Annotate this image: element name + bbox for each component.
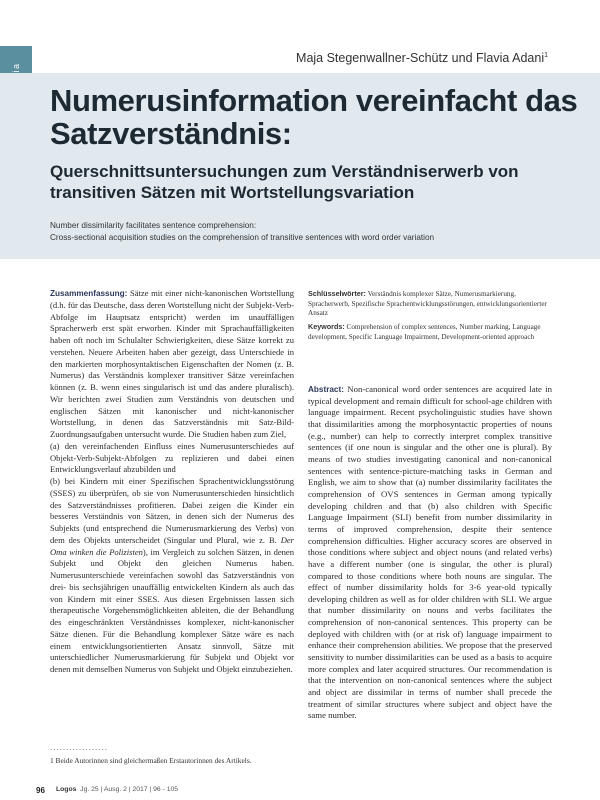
article-subtitle: Querschnittsuntersuchungen zum Verständniserwerb von transitiven Sätzen mit Wortstellungsvariation [50, 162, 519, 202]
footnote: 1 Beide Autorinnen sind gleichermaßen Erstautorinnen des Artikels. [50, 756, 252, 765]
zusammenfassung-text: Sätze mit einer nicht-kanonischen Wortstellung (d.h. für das Deutsche, dass deren Wortstellung nicht der Subjekt-Verb-Abfolge im Hauptsatz entspricht) werden im unauffälligen Spracherwerb erst spät erworben. Kinder mit Sprachauffälligkeiten haben oft noch im Schulalter Schwierigkeiten, diese Sätze korrekt zu verstehen. Neuere Arbeiten haben aber gezeigt, dass Unterschiede in den markierten morphosyntaktischen Eigenschaften der Nomen (z. B. Numerus) das Verständnis komplexer transitiver Sätze vereinfachen können (z. B. wenn eines singularisch ist und das andere pluralisch). Wir berichten zwei Studien zum Verständnis von deutschen und englischen Sätzen mit kanonischer und nicht-kanonischer Wortstellung, in denen das Satzverständnis mit Satz-Bild-Zuordnungsaufgaben untersucht wurde. Die Studien haben zum Ziel, [50, 288, 295, 439]
english-subtitle: Cross-sectional acquisition studies on the comprehension of transitive sentences with word order variation [50, 233, 435, 242]
issue-info: Jg. 25 | Ausg. 2 | 2017 | 96 - 105 [80, 786, 179, 793]
abstract-label: Abstract: [308, 385, 344, 394]
author-line [296, 51, 548, 65]
abstract-text: Non-canonical word order sentences are acquired late in typical development and remain difficult for school-age children with language impairment. Recent psycholinguistic studies have shown that dissimilarities among the morphosyntactic properties of nouns (e.g., number) can help to correctly interpret complex transitive sentences (if one noun is singular and the other one is plural). By means of two studies investigating canonical and non-canonical sentences with sentence-picture-matching tasks in German and English, we aim to show that (a) number dissimilarity facilitates the comprehension of OVS sentences in German among typically developing children and that (b) also children with Specific Language Impairment (SLI) benefit from number dissimilarity in terms of improved comprehension, despite their sentence comprehension difficulties. Higher accuracy scores are observed in those conditions where subject and object nouns (and related verbs) have a different number (one is singular, the other is plural) compared to those conditions where both nouns are singular. The effect of number dissimilarity holds for 3-6 year-old typically developing children as well as for older children with SLI. We argue that number dissimilarity on nouns and verbs facilitates the comprehension of non-canonical sentences. This property can be deployed with children with (or at risk of) language impairment to enhance their comprehension abilities. We propose that the preserved sensitivity to number dissimilarities can be used as a basis to acquire more complex and later acquired structures. Our recommendation is that the intervention on non-canonical sentences where the subject and object are dissimilar in terms of number shall precede the treatment of similar structures where subject and object have the same number. [308, 384, 552, 721]
article-title: Numerusinformation vereinfacht das Satzverständnis: [50, 83, 578, 151]
schluesselwoerter-label: Schlüsselwörter: [308, 289, 366, 298]
abstract-paragraph [308, 384, 552, 722]
zusammenfassung-results: ), im Vergleich zu solchen Sätzen, in denen Subjekt und Objekt den gleichen Numerus haben. Numerusunterschiede vereinfachen sowohl das Satzverständnis von drei- bis sechsjährigen unauffällig entwickelten Kindern als auch das von Kindern mit einer SSES. Aus diesen Ergebnissen lassen sich therapeutische Vorgehensmöglichkeiten ableiten, die der Behandlung des eingeschränkten Verständnisses komplexer, nicht-kanonischer Sätze dienen. Für die Behandlung komplexer Sätze wäre es nach einem entwicklungsorientierten Ansatz sinnvoll, Sätze mit unterschiedlicher Numerusmarkierung für Subjekt und Objekt vor denen mit demselben Numerus von Subjekt und Objekt einzubeziehen. [50, 546, 294, 674]
keywords [308, 322, 552, 342]
page-number: 96 [36, 786, 45, 795]
english-title-block [50, 220, 590, 244]
english-title: Number dissimilarity facilitates sentence comprehension: [50, 221, 257, 230]
schluesselwoerter [308, 289, 552, 319]
zusammenfassung-intro [50, 288, 294, 441]
page-footer [0, 783, 600, 800]
example-sentence: Der Oma winken die Polizisten [50, 534, 295, 557]
journal-info [56, 786, 178, 793]
zusammenfassung-column [50, 288, 294, 676]
zusammenfassung-aim-b-text: (b) bei Kindern mit einer Spezifischen Sprachentwicklungsstörung (SSES) zu überprüfen, ob sie von Numerusunterschieden hinsichtlich des Satzverständnisses profitieren. Dabei zeigen die Kinder ein besseres Verständnis von Sätzen, in denen sich der Numerus des Subjekts (und entsprechend die Numerusmarkierung des Verbs) von dem des Objekts unterscheidet (Singular und Plural, wie z. B. [50, 476, 294, 545]
authors: Maja Stegenwallner-Schütz und Flavia Adani [296, 51, 545, 65]
zusammenfassung-label: Zusammenfassung: [50, 289, 128, 298]
zusammenfassung-aim-b [50, 476, 294, 676]
keywords-label: Keywords: [308, 322, 345, 331]
schluesselwoerter-text: Verständnis komplexer Sätze, Numerusmarkierung, Spracherwerb, Spezifische Sprachentwicklungsstörungen, entwicklungsorientierter Ansatz [308, 290, 547, 318]
footnote-separator: .................. [50, 743, 109, 752]
author-footnote-marker: 1 [544, 51, 548, 59]
zusammenfassung-aim-a: (a) den vereinfachenden Einfluss eines Numerusunterschiedes auf Objekt-Verb-Subjekt-Abfolgen zu replizieren und dabei einen Entwicklungsverlauf abzubilden und [50, 440, 294, 475]
abstract-column [308, 384, 552, 722]
keywords-text: Comprehension of complex sentences, Number marking, Language development, Specific Language Impairment, Development-oriented approach [308, 323, 541, 341]
journal-name: Logos [56, 786, 77, 793]
